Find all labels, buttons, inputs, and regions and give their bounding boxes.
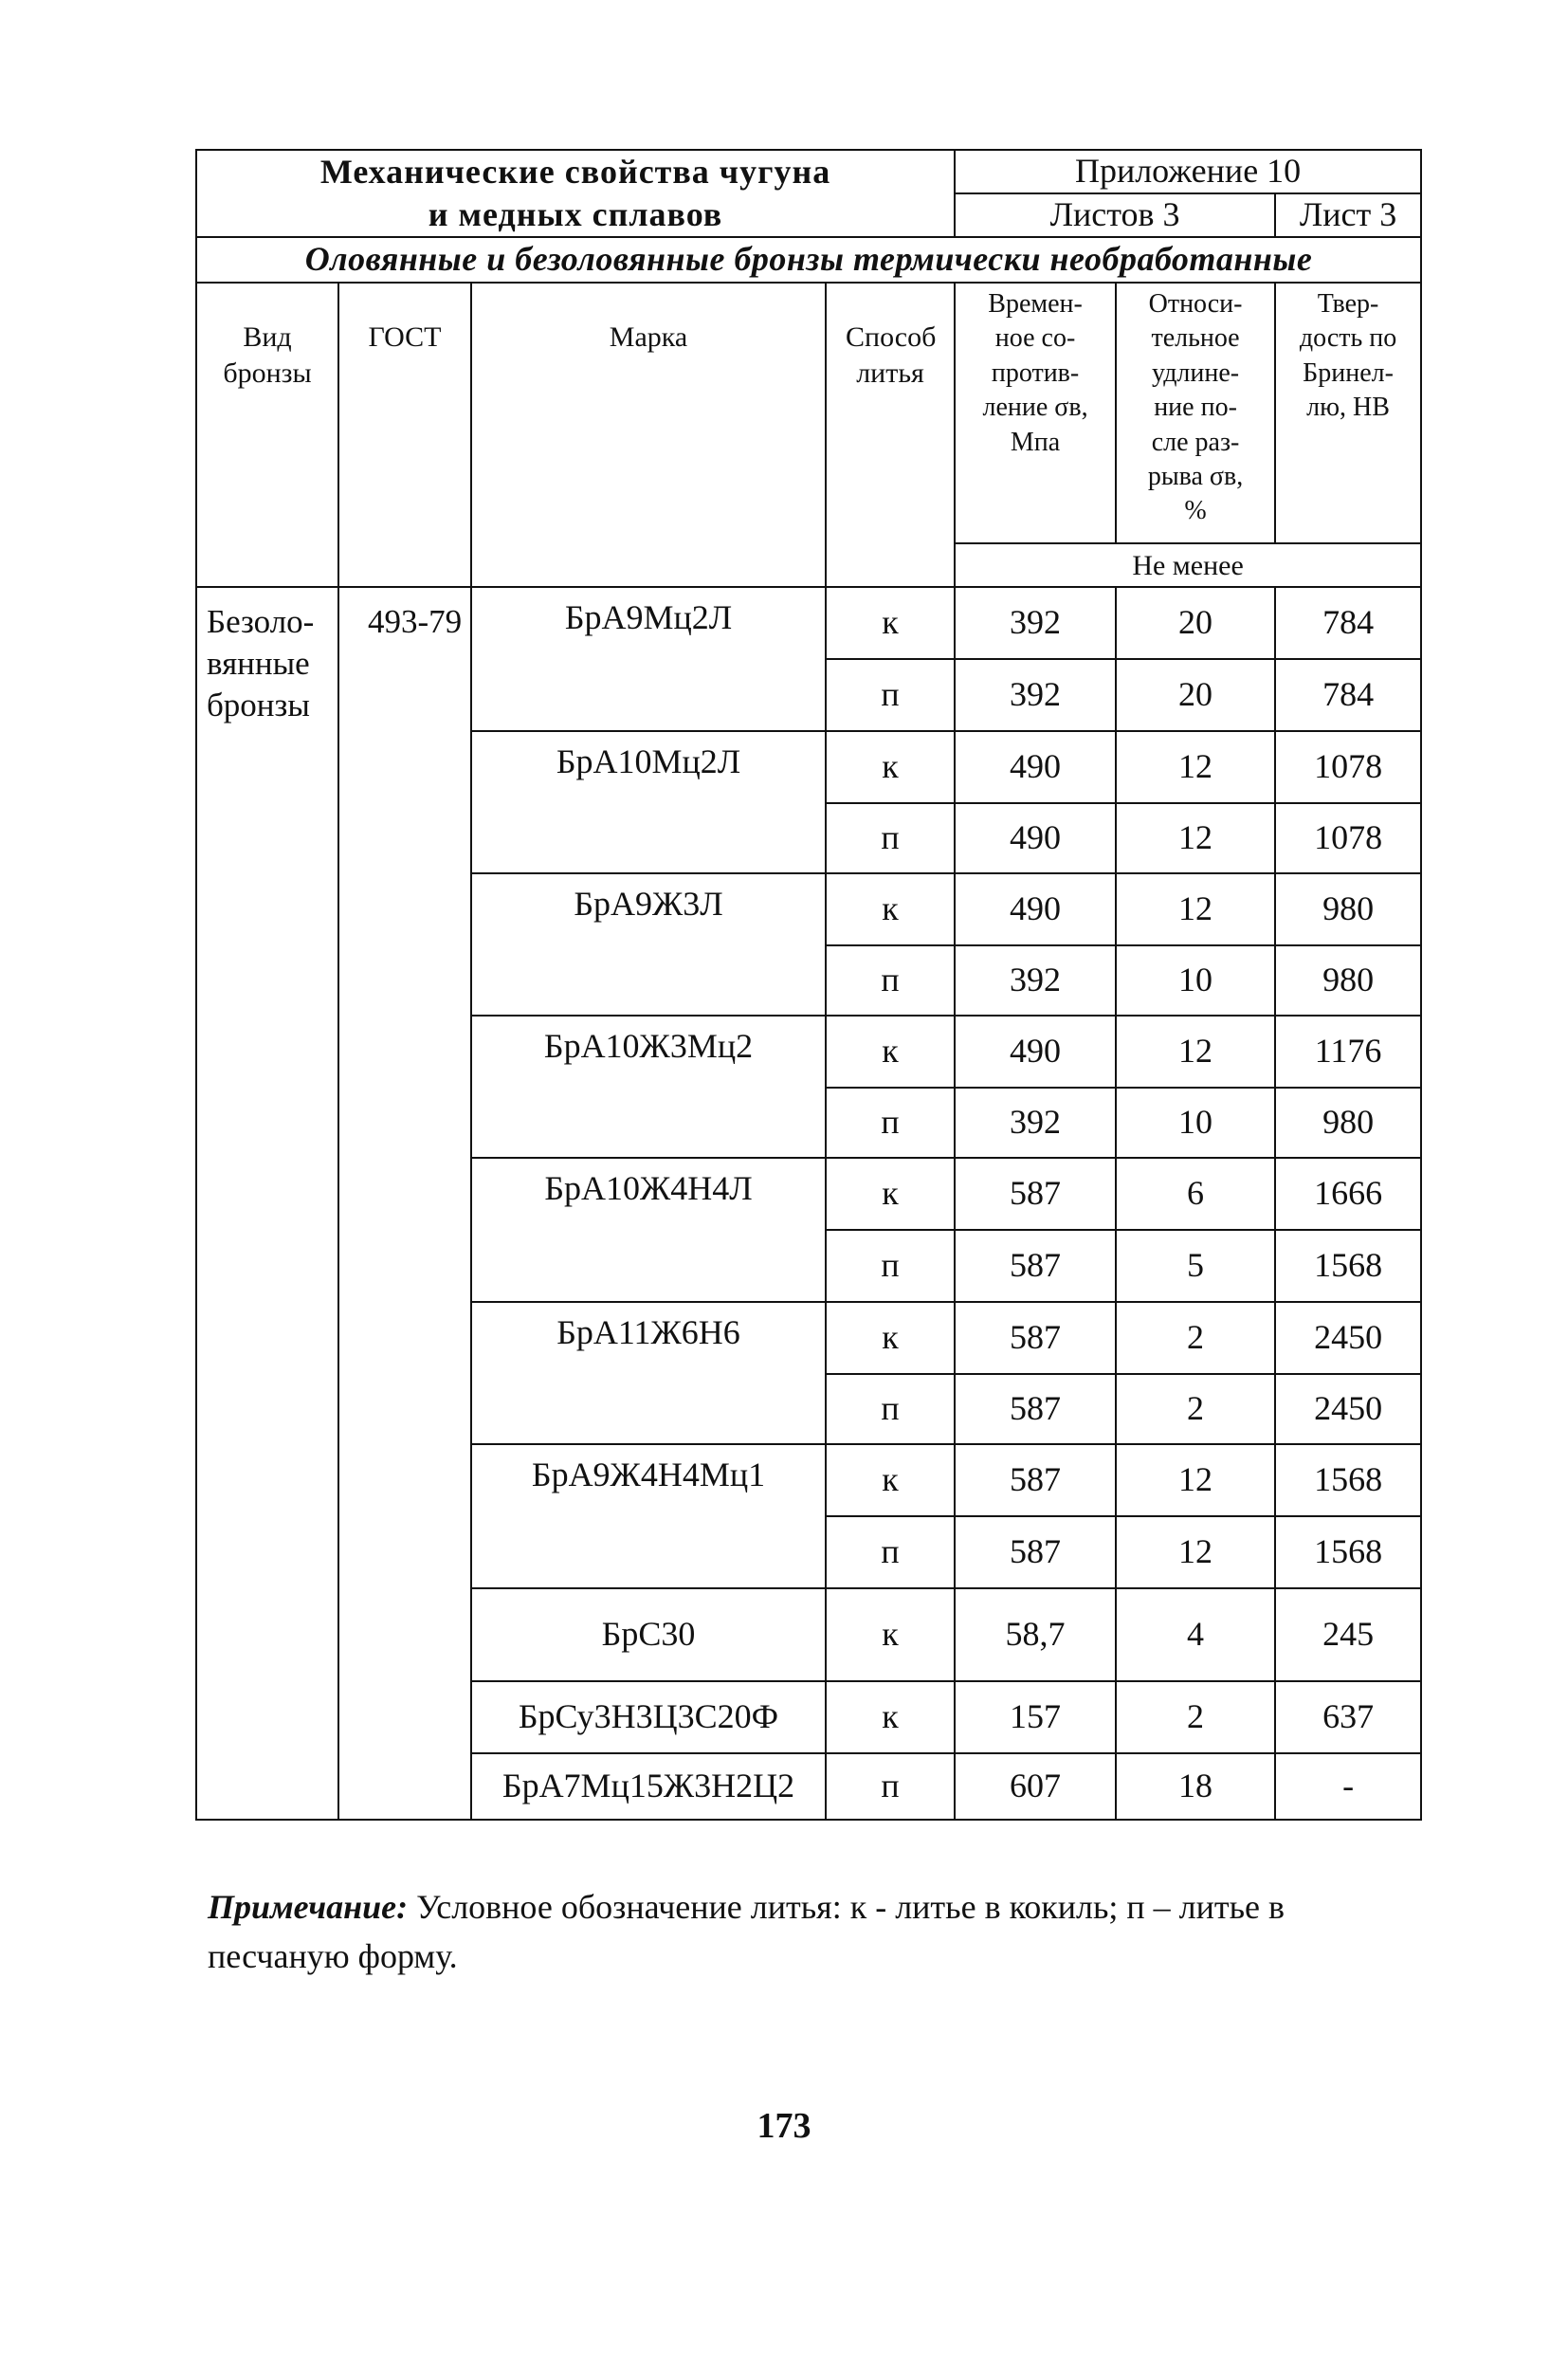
hardness-cell: - (1275, 1753, 1421, 1820)
elongation-cell: 12 (1116, 873, 1275, 945)
grade-cell: БрА11Ж6Н6 (471, 1302, 826, 1444)
hardness-cell: 1176 (1275, 1016, 1421, 1088)
tensile-strength-cell: 587 (955, 1444, 1116, 1516)
hardness-cell: 784 (1275, 659, 1421, 731)
tensile-strength-cell: 392 (955, 945, 1116, 1016)
footnote (208, 1882, 1402, 1981)
elongation-cell: 2 (1116, 1302, 1275, 1374)
sheet-current: Лист 3 (1275, 193, 1421, 237)
elongation-cell: 5 (1116, 1230, 1275, 1302)
footnote-label: Примечание: (208, 1888, 409, 1926)
grade-cell: БрА7Мц15Ж3Н2Ц2 (471, 1753, 826, 1820)
col-head-strength: Времен-ное со-против-ление σв, Мпа (955, 283, 1116, 543)
grade-cell: БрА9Мц2Л (471, 587, 826, 731)
elongation-cell: 2 (1116, 1681, 1275, 1753)
hardness-cell: 2450 (1275, 1374, 1421, 1444)
casting-method-cell: к (826, 1158, 955, 1230)
elongation-cell: 2 (1116, 1374, 1275, 1444)
hardness-cell: 2450 (1275, 1302, 1421, 1374)
casting-method-cell: п (826, 1753, 955, 1820)
elongation-cell: 18 (1116, 1753, 1275, 1820)
hardness-cell: 1666 (1275, 1158, 1421, 1230)
hardness-cell: 980 (1275, 873, 1421, 945)
tensile-strength-cell: 490 (955, 1016, 1116, 1088)
properties-table (195, 149, 1422, 1821)
tensile-strength-cell: 607 (955, 1753, 1116, 1820)
casting-method-cell: п (826, 1374, 955, 1444)
table-title-line1: Механические свойства чугуна (319, 153, 831, 191)
tensile-strength-cell: 587 (955, 1516, 1116, 1588)
casting-method-cell: к (826, 731, 955, 803)
hardness-cell: 980 (1275, 1088, 1421, 1158)
grade-cell: БрСу3Н3Ц3С20Ф (471, 1681, 826, 1753)
tensile-strength-cell: 392 (955, 1088, 1116, 1158)
casting-method-cell: п (826, 945, 955, 1016)
elongation-cell: 10 (1116, 945, 1275, 1016)
hardness-cell: 980 (1275, 945, 1421, 1016)
hardness-cell: 1568 (1275, 1230, 1421, 1302)
col-head-elongation: Относи-тельное удлине-ние по-сле раз-рыва σв, % (1116, 283, 1275, 543)
casting-method-cell: п (826, 1516, 955, 1588)
elongation-cell: 4 (1116, 1588, 1275, 1681)
tensile-strength-cell: 587 (955, 1158, 1116, 1230)
grade-cell: БрА9Ж3Л (471, 873, 826, 1016)
grade-cell: БрА10Ж3Мц2 (471, 1016, 826, 1158)
casting-method-cell: п (826, 659, 955, 731)
tensile-strength-cell: 587 (955, 1374, 1116, 1444)
table-title-line2: и медных сплавов (428, 195, 723, 233)
casting-method-cell: к (826, 1681, 955, 1753)
tensile-strength-cell: 490 (955, 873, 1116, 945)
tensile-strength-cell: 490 (955, 803, 1116, 873)
grade-cell: БрА9Ж4Н4Мц1 (471, 1444, 826, 1588)
casting-method-cell: к (826, 1444, 955, 1516)
casting-method-cell: к (826, 873, 955, 945)
appendix-label: Приложение 10 (955, 150, 1421, 193)
elongation-cell: 12 (1116, 803, 1275, 873)
elongation-cell: 12 (1116, 1016, 1275, 1088)
hardness-cell: 637 (1275, 1681, 1421, 1753)
min-note: Не менее (955, 543, 1421, 587)
casting-method-cell: к (826, 587, 955, 659)
page-number: 173 (757, 2106, 811, 2146)
grade-cell: БрС30 (471, 1588, 826, 1681)
col-head-hardness: Твер-дость по Бринел-лю, НВ (1275, 283, 1421, 543)
col-head-vid: Вид бронзы (196, 283, 338, 587)
bronze-type-cell: Безоло-вянные бронзы (196, 587, 338, 1820)
casting-method-cell: п (826, 1230, 955, 1302)
col-head-sposob: Способ литья (826, 283, 955, 587)
casting-method-cell: к (826, 1588, 955, 1681)
table-title (196, 150, 955, 237)
elongation-cell: 12 (1116, 731, 1275, 803)
hardness-cell: 1568 (1275, 1516, 1421, 1588)
elongation-cell: 10 (1116, 1088, 1275, 1158)
table-subtitle: Оловянные и безоловянные бронзы термически необработанные (196, 237, 1421, 283)
sheets-total: Листов 3 (955, 193, 1275, 237)
elongation-cell: 12 (1116, 1516, 1275, 1588)
casting-method-cell: п (826, 803, 955, 873)
tensile-strength-cell: 392 (955, 587, 1116, 659)
elongation-cell: 20 (1116, 659, 1275, 731)
elongation-cell: 20 (1116, 587, 1275, 659)
col-head-marka: Марка (471, 283, 826, 587)
casting-method-cell: к (826, 1016, 955, 1088)
tensile-strength-cell: 587 (955, 1302, 1116, 1374)
page-content (195, 149, 1420, 1821)
tensile-strength-cell: 490 (955, 731, 1116, 803)
grade-cell: БрА10Ж4Н4Л (471, 1158, 826, 1302)
casting-method-cell: п (826, 1088, 955, 1158)
tensile-strength-cell: 587 (955, 1230, 1116, 1302)
table-row (196, 587, 1421, 659)
tensile-strength-cell: 157 (955, 1681, 1116, 1753)
elongation-cell: 6 (1116, 1158, 1275, 1230)
tensile-strength-cell: 58,7 (955, 1588, 1116, 1681)
grade-cell: БрА10Мц2Л (471, 731, 826, 873)
tensile-strength-cell: 392 (955, 659, 1116, 731)
casting-method-cell: к (826, 1302, 955, 1374)
gost-cell: 493-79 (338, 587, 471, 1820)
col-head-gost: ГОСТ (338, 283, 471, 587)
hardness-cell: 245 (1275, 1588, 1421, 1681)
footnote-text: Условное обозначение литья: к - литье в кокиль; п – литье в песчаную форму. (208, 1888, 1285, 1976)
hardness-cell: 1078 (1275, 731, 1421, 803)
hardness-cell: 784 (1275, 587, 1421, 659)
elongation-cell: 12 (1116, 1444, 1275, 1516)
hardness-cell: 1568 (1275, 1444, 1421, 1516)
hardness-cell: 1078 (1275, 803, 1421, 873)
